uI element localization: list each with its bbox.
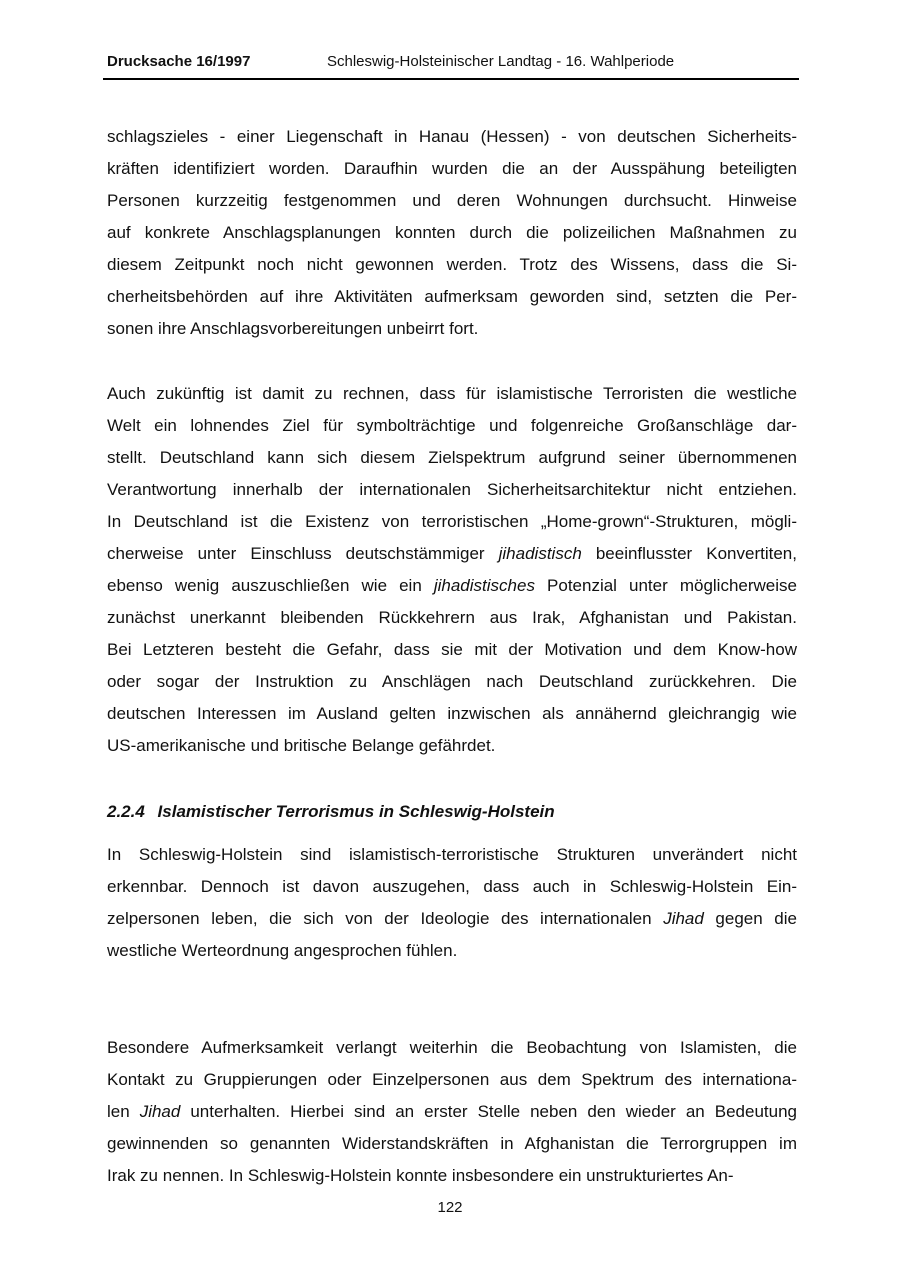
text-line xyxy=(107,903,797,935)
text-line: deutschen Interessen im Ausland gelten inzwischen als annähernd gleichrangig wie xyxy=(107,704,797,723)
header-title: Schleswig-Holsteinischer Landtag - 16. Wahlperiode xyxy=(327,53,675,70)
emphasized-term: jihadistisch xyxy=(498,544,582,563)
emphasized-term: Jihad xyxy=(139,1102,181,1121)
text-line: Auch zukünftig ist damit zu rechnen, dass für islamistische Terroristen die westliche xyxy=(107,384,797,403)
paragraph-4 xyxy=(107,1032,797,1192)
page-header xyxy=(103,50,799,80)
text-line: sonen ihre Anschlagsvorbereitungen unbeirrt fort. xyxy=(107,319,479,338)
emphasized-term: Jihad xyxy=(663,909,704,928)
text-run: gegen die xyxy=(703,909,797,928)
section-heading xyxy=(107,802,555,822)
paragraph-1 xyxy=(107,121,797,345)
text-run: zelpersonen leben, die sich von der Ideologie des internationalen xyxy=(107,909,664,928)
text-line: Personen kurzzeitig festgenommen und deren Wohnungen durchsucht. Hinweise xyxy=(107,191,797,210)
document-number: Drucksache 16/1997 xyxy=(107,53,251,70)
text-line: Besondere Aufmerksamkeit verlangt weiterhin die Beobachtung von Islamisten, die xyxy=(107,1038,797,1057)
text-line: Bei Letzteren besteht die Gefahr, dass sie mit der Motivation und dem Know-how xyxy=(107,640,797,659)
text-run: Potenzial unter möglicherweise xyxy=(534,576,797,595)
text-line xyxy=(107,1096,797,1128)
text-line: stellt. Deutschland kann sich diesem Zielspektrum aufgrund seiner übernommenen xyxy=(107,448,797,467)
text-line: US-amerikanische und britische Belange gefährdet. xyxy=(107,736,496,755)
page-number: 122 xyxy=(437,1199,463,1216)
text-line: westliche Werteordnung angesprochen fühlen. xyxy=(107,941,458,960)
text-line xyxy=(107,538,797,570)
text-line: In Schleswig-Holstein sind islamistisch-terroristische Strukturen unverändert nicht xyxy=(107,845,797,864)
text-line: Kontakt zu Gruppierungen oder Einzelpersonen aus dem Spektrum des internationa- xyxy=(107,1070,797,1089)
text-line: kräften identifiziert worden. Daraufhin wurden die an der Ausspähung beteiligten xyxy=(107,159,797,178)
section-number: 2.2.4 xyxy=(107,802,145,821)
section-title: Islamistischer Terrorismus in Schleswig-Holstein xyxy=(157,802,555,821)
text-line: oder sogar der Instruktion zu Anschlägen nach Deutschland zurückkehren. Die xyxy=(107,672,797,691)
text-run: cherweise unter Einschluss deutschstämmiger xyxy=(107,544,499,563)
text-line: In Deutschland ist die Existenz von terroristischen „Home-grown“-Strukturen, mögli- xyxy=(107,512,797,531)
emphasized-term: jihadistisches xyxy=(433,576,535,595)
text-run: ebenso wenig auszuschließen wie ein xyxy=(107,576,434,595)
text-line: Verantwortung innerhalb der internationalen Sicherheitsarchitektur nicht entziehen. xyxy=(107,480,797,499)
paragraph-2 xyxy=(107,378,797,762)
text-line: diesem Zeitpunkt noch nicht gewonnen werden. Trotz des Wissens, dass die Si- xyxy=(107,255,797,274)
text-line xyxy=(107,570,797,602)
text-line: auf konkrete Anschlagsplanungen konnten durch die polizeilichen Maßnahmen zu xyxy=(107,223,797,242)
text-run: len xyxy=(107,1102,140,1121)
text-run: unterhalten. Hierbei sind an erster Stelle neben den wieder an Bedeutung xyxy=(180,1102,797,1121)
text-line: gewinnenden so genannten Widerstandskräften in Afghanistan die Terrorgruppen im xyxy=(107,1134,797,1153)
text-line: zunächst unerkannt bleibenden Rückkehrern aus Irak, Afghanistan und Pakistan. xyxy=(107,608,797,627)
paragraph-3 xyxy=(107,839,797,967)
text-line: cherheitsbehörden auf ihre Aktivitäten aufmerksam geworden sind, setzten die Per- xyxy=(107,287,797,306)
text-line: Irak zu nennen. In Schleswig-Holstein konnte insbesondere ein unstrukturiertes An- xyxy=(107,1166,734,1185)
text-line: erkennbar. Dennoch ist davon auszugehen, dass auch in Schleswig-Holstein Ein- xyxy=(107,877,797,896)
text-line: schlagszieles - einer Liegenschaft in Hanau (Hessen) - von deutschen Sicherheits- xyxy=(107,127,797,146)
text-run: beeinflusster Konvertiten, xyxy=(581,544,797,563)
text-line: Welt ein lohnendes Ziel für symbolträchtige und folgenreiche Großanschläge dar- xyxy=(107,416,797,435)
